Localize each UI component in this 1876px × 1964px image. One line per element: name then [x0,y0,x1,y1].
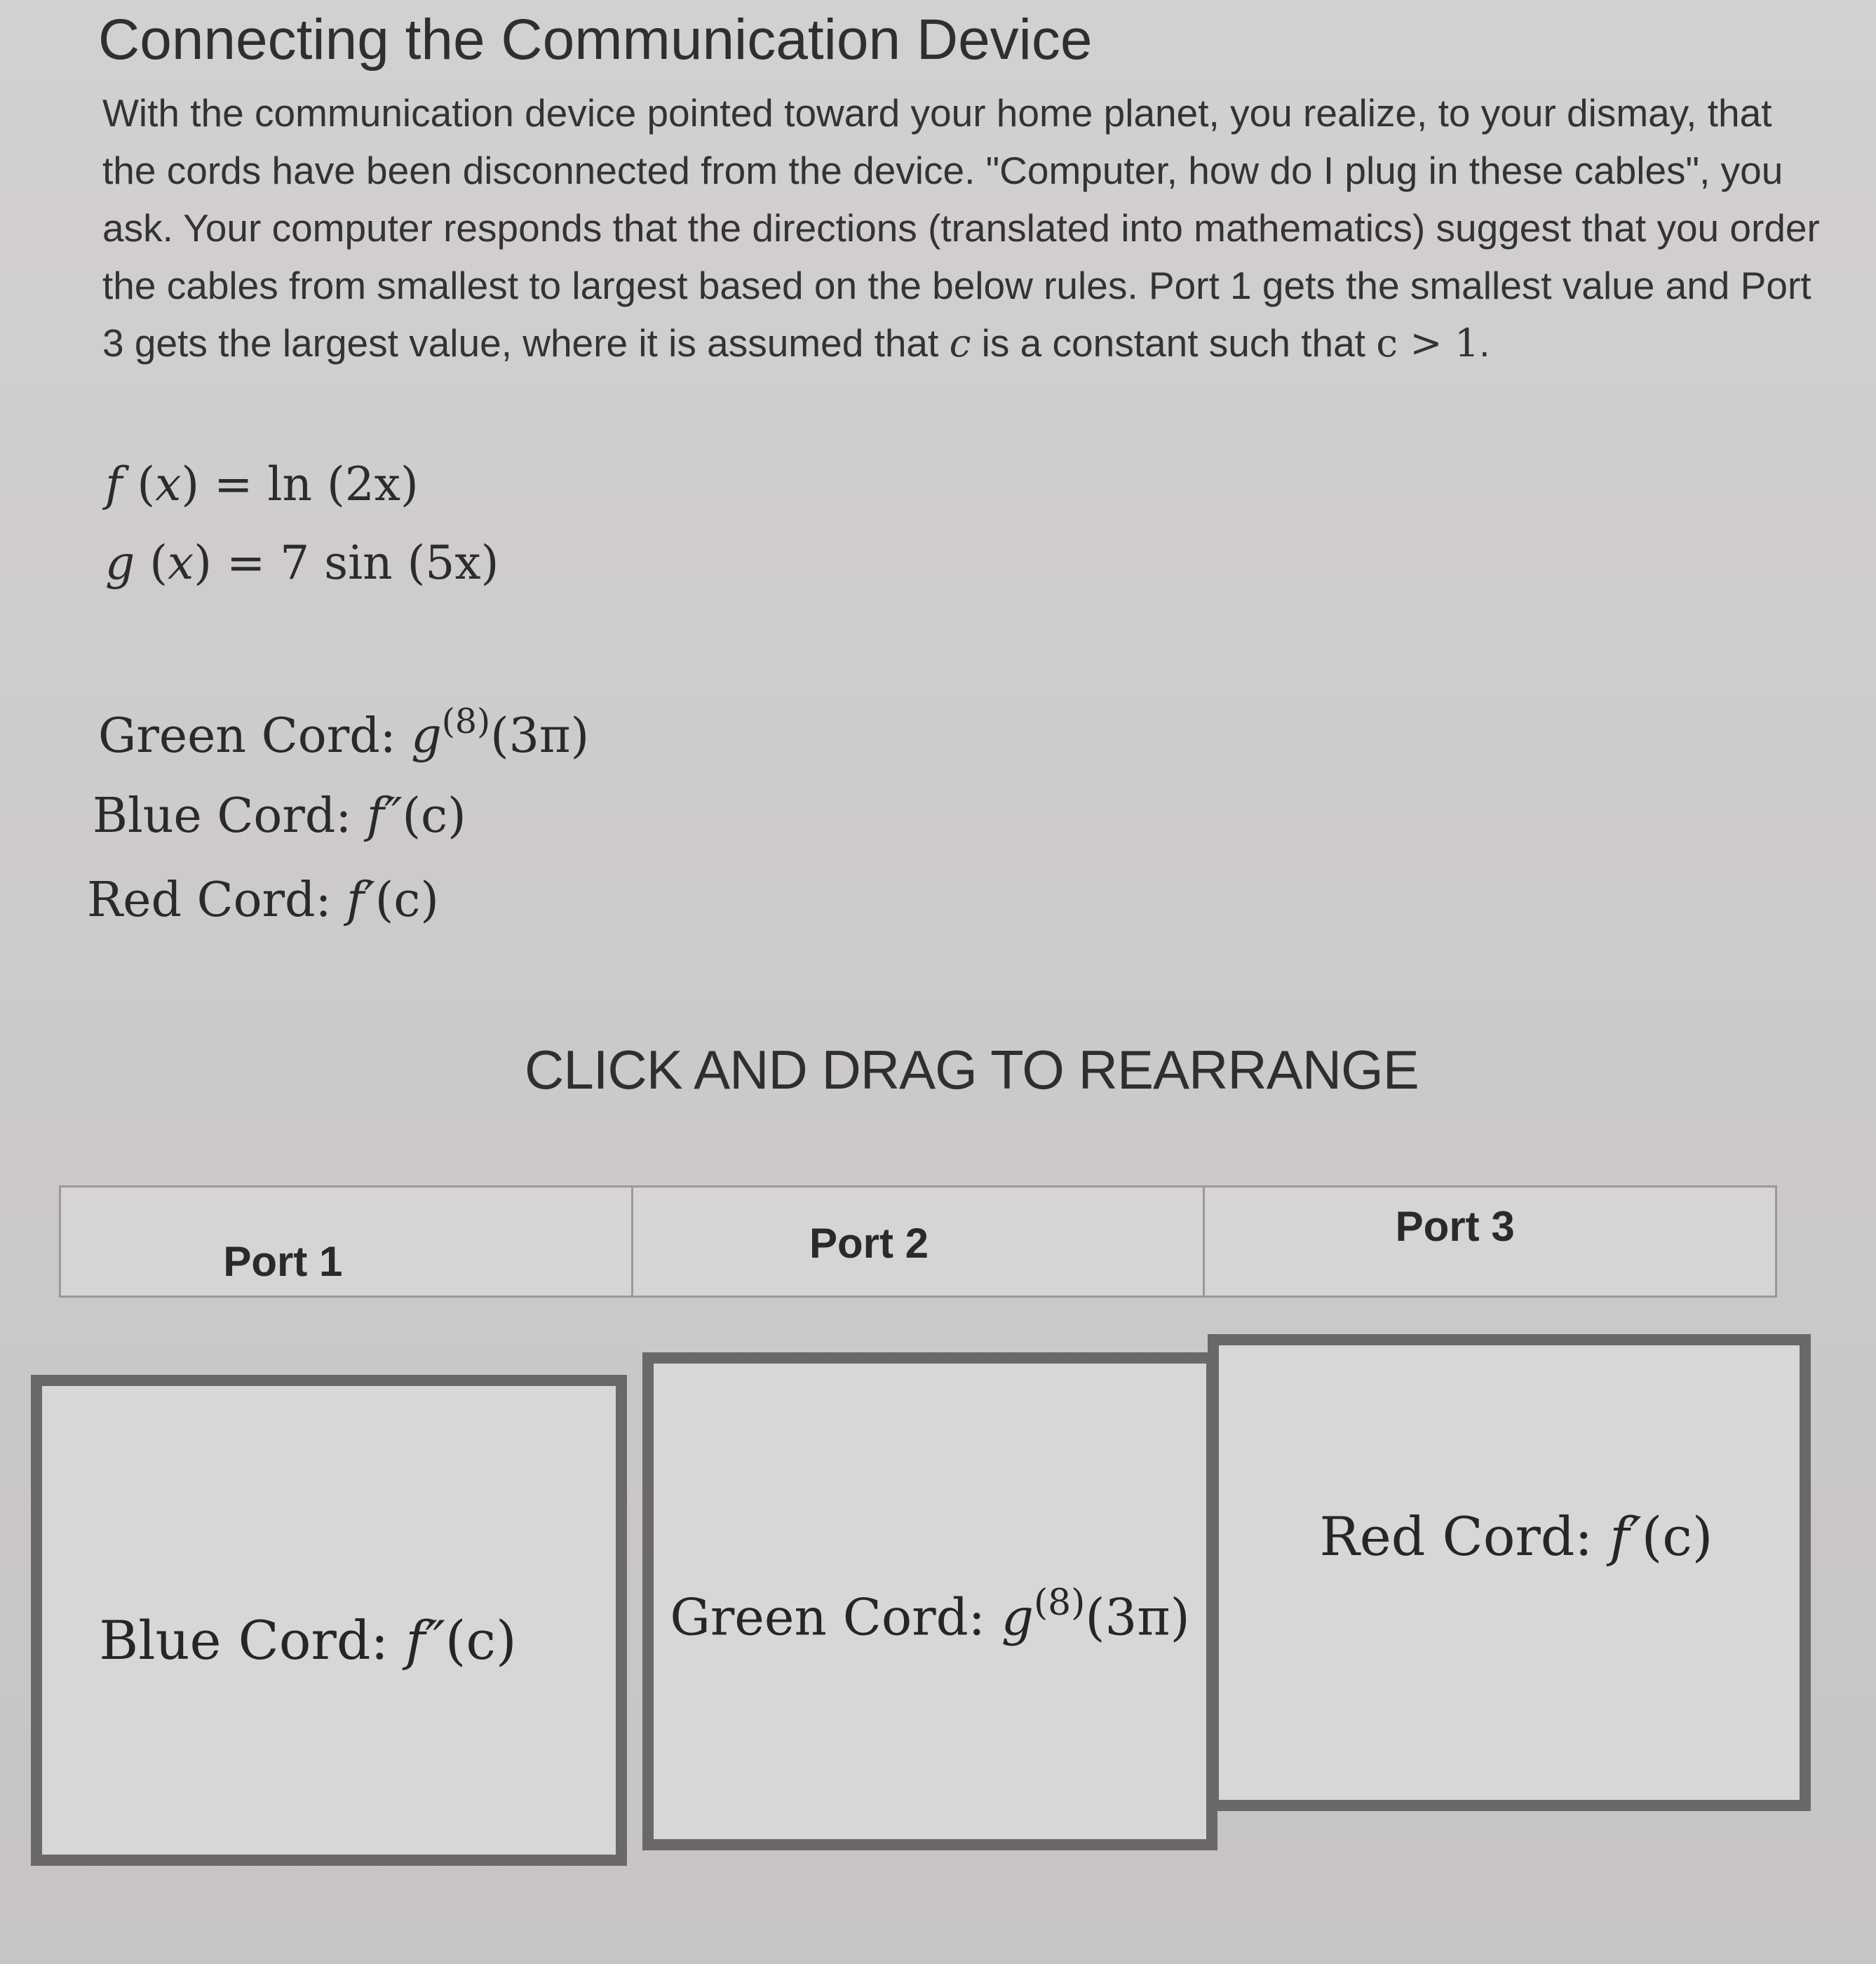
green-cord-definition [98,701,589,764]
function-f-name: f [105,457,123,511]
intro-end: . [1479,321,1490,365]
ports-header [59,1185,1777,1298]
blue-cord-expr: f″ [366,788,403,844]
port-3-header [1205,1188,1775,1296]
blue-cord-definition [93,788,466,844]
function-g-name: g [105,536,135,590]
card-red-cord-text [1320,1505,1713,1568]
function-f-definition: f (x) = ln (2x) [105,457,419,511]
card-blue-expr: f″ [405,1608,445,1672]
red-cord-arg: (c) [374,873,439,928]
card-blue-label: Blue Cord: [99,1608,389,1672]
function-f-rhs: ln (2x) [267,457,419,511]
green-cord-expr: g [411,708,442,764]
constant-condition: c > 1 [1376,321,1480,365]
green-cord-label: Green Cord: [98,708,396,764]
card-green-label: Green Cord: [670,1587,985,1647]
problem-statement [102,84,1835,372]
card-blue-cord-text [99,1609,516,1672]
function-f-var: x [155,457,182,511]
function-g-definition: g (x) = 7 sin (5x) [105,536,499,590]
card-blue-arg: (c) [445,1608,517,1672]
draggable-cord-card-blue[interactable] [31,1375,627,1866]
card-green-expr: g [1001,1587,1034,1647]
red-cord-definition [87,873,439,928]
card-red-label: Red Cord: [1319,1505,1593,1568]
port-1-header [61,1188,633,1296]
page-title: Connecting the Communication Device [98,8,1093,72]
drag-instruction: CLICK AND DRAG TO REARRANGE [525,1039,1419,1101]
red-cord-expr: f′ [346,873,375,928]
function-g-rhs: 7 sin (5x) [280,536,499,590]
draggable-cord-card-green[interactable] [642,1352,1217,1850]
function-g-var: x [167,536,194,590]
card-red-expr: f′ [1610,1505,1642,1568]
port-2-label: Port 2 [809,1219,929,1267]
intro-text: With the communication device pointed toward your home planet, you realize, to your dismay, that the cords have been disconnected from the device. "Computer, how do I plug in these cables", you ask. Your computer responds that the directions (translated into mathematics) suggest that you order the cables from smallest to largest based on the below rules. Port 1 gets the smallest value and Port 3 gets the largest value, where it is assumed that [102,91,1820,365]
green-cord-order: (8) [441,701,491,741]
blue-cord-label: Blue Cord: [93,788,352,844]
card-green-arg: (3π) [1085,1587,1190,1647]
red-cord-label: Red Cord: [87,873,332,928]
card-green-order: (8) [1033,1581,1086,1624]
port-2-header [633,1188,1206,1296]
green-cord-arg: (3π) [490,708,590,764]
intro-middle: is a constant such that [971,321,1377,365]
blue-cord-arg: (c) [402,788,466,844]
port-1-label: Port 1 [223,1237,343,1285]
draggable-cord-card-red[interactable] [1208,1334,1811,1811]
card-red-arg: (c) [1641,1505,1713,1568]
card-green-cord-text [670,1582,1189,1647]
port-3-label: Port 3 [1395,1202,1515,1250]
constant-variable: c [949,321,971,365]
